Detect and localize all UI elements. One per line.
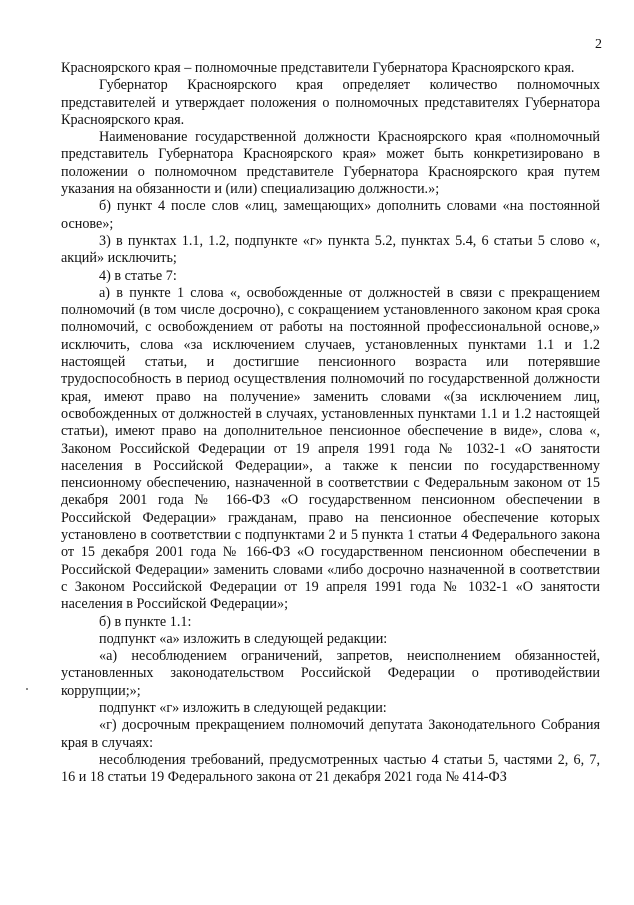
paragraph-item-b-point-4: б) пункт 4 после слов «лиц, замещающих» дополнить словами «на постоянной основе»; [61, 198, 600, 232]
page-number: 2 [595, 37, 602, 52]
paragraph-continuation: Красноярского края – полномочные представители Губернатора Красноярского края. [61, 60, 575, 76]
paragraph-governor-determines: Губернатор Красноярского края определяет количество полномочных представителей и утверждает положения о полномочных представителях Губернатора Красноярского края. [61, 77, 600, 128]
scan-speck [26, 688, 28, 690]
document-body [61, 60, 600, 786]
paragraph-subitem-a-intro: подпункт «а» изложить в следующей редакции: [99, 630, 388, 647]
paragraph-item-3: 3) в пунктах 1.1, 1.2, подпункте «г» пункта 5.2, пунктах 5.4, 6 статьи 5 слово «, акций» исключить; [61, 232, 600, 267]
paragraph-subitem-g-text: «г) досрочным прекращением полномочий депутата Законодательного Собрания края в случаях: [61, 717, 600, 751]
paragraph-noncompliance: несоблюдения требований, предусмотренных частью 4 статьи 5, частями 2, 6, 7, 16 и 18 статьи 19 Федерального закона от 21 декабря 2021 года № 414-ФЗ [61, 751, 600, 786]
paragraph-position-name: Наименование государственной должности Красноярского края «полномочный представитель Губернатора Красноярского края» может быть конкретизировано в положении о полномочном представителе Губернатора Красноярского края путем указания на обязанности и (или) специализацию должности.»; [61, 129, 600, 198]
paragraph-subitem-g-intro: подпункт «г» изложить в следующей редакции: [99, 699, 387, 716]
paragraph-item-b-point-1-1: б) в пункте 1.1: [99, 613, 192, 630]
paragraph-item-4-article-7: 4) в статье 7: [99, 267, 177, 284]
paragraph-item-a-point-1: а) в пункте 1 слова «, освобожденные от должностей в связи с прекращением полномочий (в том числе досрочно), с сокращением установленного законом края срока полномочий, с освобождением от работы на постоянной профессиональной основе,» исключить, слова «за исключением случаев, установленных пунктами 1.1 и 1.2 настоящей статьи, и достигшие пенсионного возраста или потерявшие трудоспособность в период осуществления полномочий по государственной должности края, имеют право на получение» заменить словами «(за исключением лиц, освобожденных от должностей в случаях, установленных пунктами 1.1 и 1.2 настоящей статьи), имеют право на дополнительное пенсионное обеспечение в виде», слова «, Законом Российской Федерации от 19 апреля 1991 года № 1032-1 «О занятости населения в Российской Федерации», а также к пенсии по государственному пенсионному обеспечению, назначенной в соответствии с Федеральным законом от 15 декабря 2001 года № 166-ФЗ «О государственном пенсионном обеспечении в Российской Федерации» гражданам, право на пенсионное обеспечение которых установлено в соответствии с подпунктами 2 и 5 пункта 1 статьи 4 Федерального закона от 15 декабря 2001 года № 166-ФЗ «О государственном пенсионном обеспечении в Российской Федерации» заменить словами «либо досрочно назначенной в соответствии с Законом Российской Федерации от 19 апреля 1991 года № 1032-1 «О занятости населения в Российской Федерации»; [61, 284, 600, 613]
paragraph-subitem-a-text: «а) несоблюдением ограничений, запретов, неисполнением обязанностей, установленных законодательством Российской Федерации о противодействии коррупции;»; [61, 648, 600, 699]
